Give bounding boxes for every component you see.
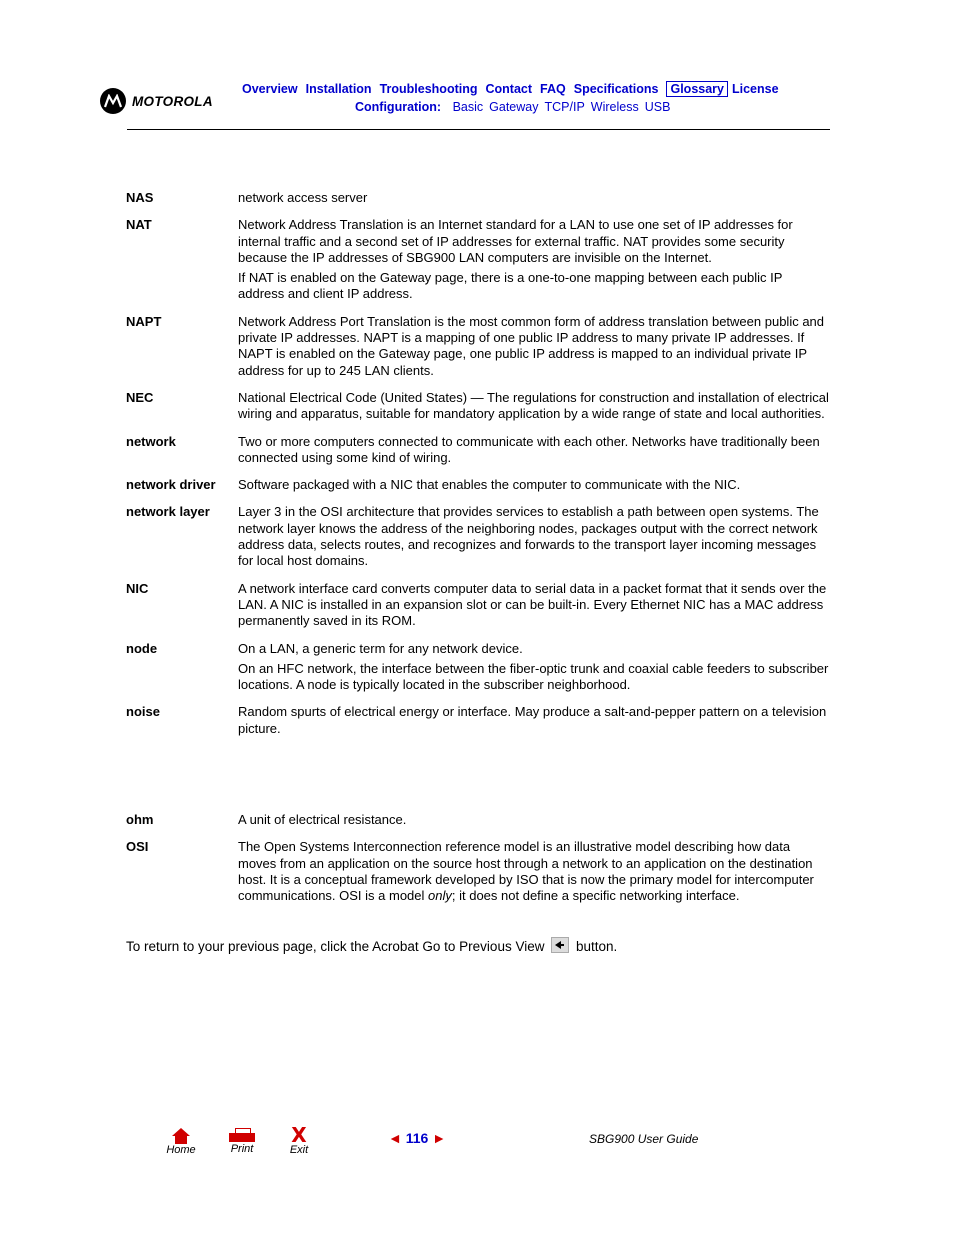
definition-paragraph: If NAT is enabled on the Gateway page, there is a one-to-one mapping between each public IP address and client IP address. — [238, 270, 783, 302]
glossary-entry — [126, 190, 831, 206]
configuration-navigation — [355, 100, 676, 114]
nav-link-glossary[interactable]: Glossary — [666, 81, 728, 97]
definition-paragraph: Network Address Translation is an Internet standard for a LAN to use one set of IP addresses for internal traffic and a second set of IP addresses for external traffic. NAT provides some security because the IP addresses of SBG900 LAN computers are invisible on the Internet. — [238, 217, 793, 265]
guide-title: SBG900 User Guide — [589, 1132, 699, 1146]
definition-paragraph: On a LAN, a generic term for any network device. — [238, 640, 523, 656]
glossary-definition — [238, 704, 831, 737]
glossary-definition — [238, 314, 831, 379]
return-instructions — [126, 937, 617, 954]
config-link-gateway[interactable]: Gateway — [489, 100, 539, 114]
definition-paragraph: Network Address Port Translation is the most common form of address translation between public and private IP addresses. NAPT is a mapping of one public IP address to many private IP addresses. If NAPT is enabled on the Gateway page, one public IP address is mapped to an individual private IP address for up to 245 LAN clients. — [238, 313, 825, 378]
definition-paragraph: National Electrical Code (United States) — The regulations for construction and installation of electrical wiring and apparatus, suitable for mandatory application by a wide range of state and local authorities. — [238, 389, 829, 422]
definition-paragraph: A network interface card converts computer data to serial data in a packet format that it sends over the LAN. A NIC is installed in an expansion slot or can be built-in. Every Ethernet NIC has a MAC address permanently saved in its ROM. — [238, 580, 827, 629]
glossary-definition — [238, 390, 831, 423]
glossary-definition — [238, 504, 831, 569]
glossary-term: network — [126, 433, 176, 449]
nav-link-installation[interactable]: Installation — [305, 82, 372, 96]
nav-link-faq[interactable]: FAQ — [540, 82, 566, 96]
glossary-entry — [126, 217, 831, 302]
glossary-definition — [238, 839, 831, 904]
glossary-entries — [126, 190, 831, 916]
glossary-term: NEC — [126, 389, 154, 405]
definition-paragraph: A unit of electrical resistance. — [238, 812, 407, 828]
glossary-term: network driver — [126, 477, 216, 493]
print-button[interactable] — [224, 1128, 260, 1155]
motorola-logo — [100, 88, 213, 114]
config-link-tcp-ip[interactable]: TCP/IP — [544, 100, 585, 114]
glossary-term: network layer — [126, 504, 210, 520]
exit-label: Exit — [289, 1144, 309, 1156]
glossary-section-n — [126, 190, 831, 737]
glossary-term: ohm — [126, 812, 154, 828]
glossary-term: NAS — [126, 190, 154, 205]
glossary-entry — [126, 641, 831, 694]
motorola-batwing-icon — [100, 88, 126, 114]
nav-link-troubleshooting[interactable]: Troubleshooting — [379, 82, 478, 96]
glossary-entry — [126, 390, 831, 423]
home-button[interactable] — [164, 1128, 198, 1156]
exit-x-icon: X — [291, 1123, 307, 1147]
next-page-arrow-icon[interactable]: ► — [432, 1130, 447, 1146]
print-label: Print — [230, 1143, 254, 1155]
primary-navigation — [242, 82, 787, 96]
glossary-entry — [126, 504, 831, 569]
nav-link-license[interactable]: License — [732, 82, 779, 96]
glossary-entry — [126, 314, 831, 379]
configuration-label: Configuration: — [355, 100, 442, 114]
previous-page-arrow-icon[interactable]: ◄ — [388, 1130, 402, 1146]
page-number: 116 — [405, 1130, 429, 1146]
definition-paragraph: Two or more computers connected to communicate with each other. Networks have traditionally been connected using some kind of wiring. — [238, 433, 820, 465]
definition-paragraph: On an HFC network, the interface between the fiber-optic trunk and coaxial cable feeders to subscriber locations. A node is typically located in the subscriber neighborhood. — [238, 660, 829, 693]
glossary-entry — [126, 812, 831, 828]
glossary-entry — [126, 839, 831, 904]
glossary-definition — [238, 581, 831, 630]
config-link-wireless[interactable]: Wireless — [590, 100, 639, 114]
glossary-definition — [238, 190, 831, 206]
page-navigation — [388, 1130, 446, 1146]
home-label: Home — [166, 1144, 196, 1156]
definition-paragraph: The Open Systems Interconnection reference model is an illustrative model describing how data moves from an application on the source host through a network to an application on the destination host. It is a conceptual framework developed by ISO that is now the primary model for intercomputer communications. OSI is a model only; it does not define a specific networking interface. — [238, 839, 814, 904]
glossary-entry — [126, 477, 831, 493]
glossary-term: OSI — [126, 839, 149, 855]
nav-link-overview[interactable]: Overview — [242, 82, 298, 96]
glossary-entry — [126, 581, 831, 630]
glossary-term: node — [126, 640, 158, 656]
nav-link-contact[interactable]: Contact — [485, 82, 533, 96]
glossary-definition — [238, 812, 831, 828]
definition-paragraph: network access server — [238, 190, 368, 205]
logo-text: MOTOROLA — [132, 93, 213, 109]
return-text: To return to your previous page, click the Acrobat Go to Previous View — [126, 939, 545, 954]
nav-link-specifications[interactable]: Specifications — [573, 82, 659, 96]
section-spacer — [126, 748, 831, 812]
definition-paragraph: Random spurts of electrical energy or interface. May produce a salt-and-pepper pattern on a television picture. — [238, 704, 827, 736]
glossary-definition — [238, 641, 831, 694]
return-text-end: button. — [576, 939, 618, 954]
glossary-term: NIC — [126, 580, 149, 596]
exit-button[interactable] — [283, 1123, 315, 1156]
glossary-section-o — [126, 812, 831, 904]
glossary-term: noise — [126, 704, 160, 720]
printer-icon — [229, 1128, 255, 1142]
definition-paragraph: Software packaged with a NIC that enables the computer to communicate with the NIC. — [238, 477, 741, 493]
definition-paragraph: Layer 3 in the OSI architecture that provides services to establish a path between open systems. The network layer knows the address of the neighboring nodes, packages output with the correct network address data, selects routes, and recognizes and forwards to the transport layer incoming messages for local host domains. — [238, 504, 819, 569]
previous-view-icon — [551, 937, 569, 953]
glossary-entry — [126, 434, 831, 467]
home-icon — [172, 1128, 190, 1144]
glossary-term: NAPT — [126, 313, 162, 329]
glossary-definition — [238, 217, 831, 302]
header-divider — [127, 129, 830, 130]
glossary-definition — [238, 477, 831, 493]
glossary-entry — [126, 704, 831, 737]
glossary-definition — [238, 434, 831, 467]
glossary-term: NAT — [126, 217, 152, 233]
config-link-basic[interactable]: Basic — [452, 100, 484, 114]
config-link-usb[interactable]: USB — [644, 100, 671, 114]
